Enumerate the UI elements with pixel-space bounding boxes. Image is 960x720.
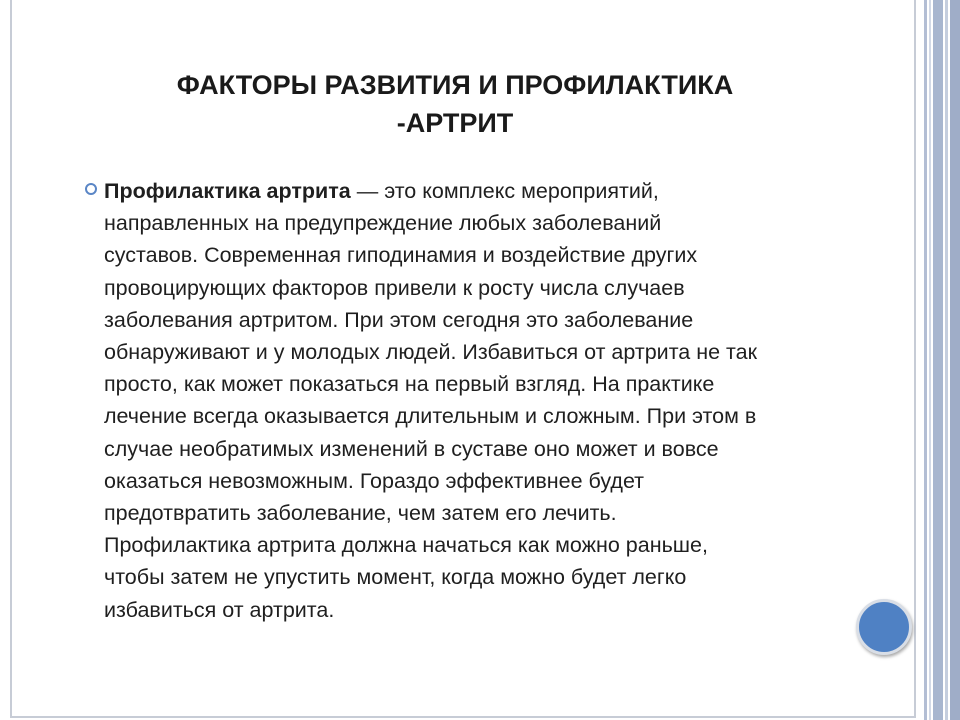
text-line: суставов. Современная гиподинамия и воздействие других [104,243,698,268]
bullet-circle-icon [85,183,97,195]
title-line-1: ФАКТОРЫ РАЗВИТИЯ И ПРОФИЛАКТИКА [176,70,734,100]
text-line: чтобы затем не упустить момент, когда можно будет легко [104,565,687,590]
slide-title [60,66,850,142]
text-line [104,175,924,207]
text-line: случае необратимых изменений в суставе оно может и вовсе [104,436,719,461]
stripe [933,0,943,720]
text-line: лечение всегда оказывается длительным и сложным. При этом в [104,404,757,429]
bullet-text [104,175,924,626]
stripe [950,0,960,720]
text-line: Профилактика артрита должна начаться как можно раньше, [104,533,708,558]
decorative-circle [856,599,912,655]
stripe [945,0,948,720]
text-fragment: — это комплекс мероприятий, [350,179,659,203]
stripe [929,0,931,720]
stripe [924,0,927,720]
text-line: оказаться невозможным. Гораздо эффективнее будет [104,468,645,493]
text-line: просто, как может показаться на первый взгляд. На практике [104,372,715,397]
decorative-stripes [920,0,960,720]
text-line: обнаруживают и у молодых людей. Избавиться от артрита не так [104,340,757,365]
text-line: провоцирующих факторов привели к росту числа случаев [104,275,685,300]
text-line: заболевания артритом. При этом сегодня это заболевание [104,307,694,332]
text-line: предотвратить заболевание, чем затем его лечить. [104,501,617,526]
text-line: избавиться от артрита. [104,597,335,622]
term-bold: Профилактика артрита [104,179,351,203]
title-line-2: -АРТРИТ [396,108,514,138]
text-line: направленных на предупреждение любых заболеваний [104,211,662,236]
